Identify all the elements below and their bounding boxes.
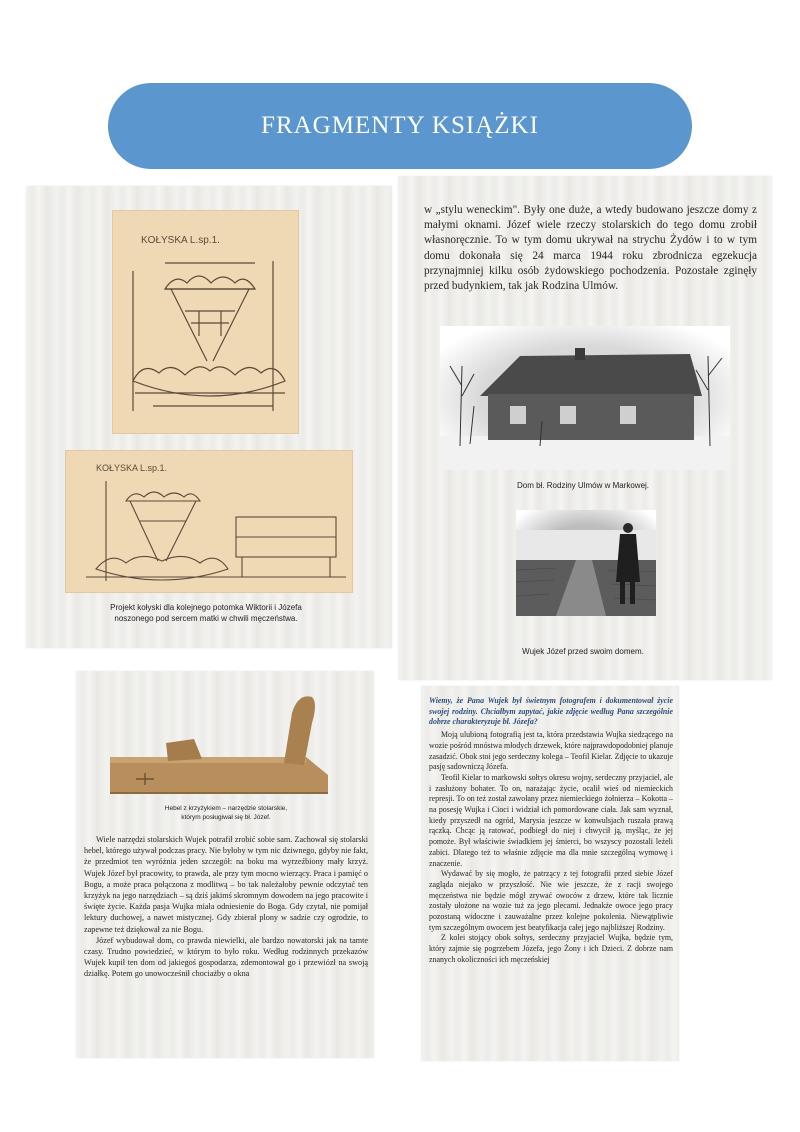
cradle-sketch-front-view [65, 450, 353, 593]
house-text: w „stylu weneckim". Były one duże, a wtedy budowano jeszcze domy z małymi oknami. Józef wiele rzeczy stolarskich do tego domu zrobił własnoręcznie. To w tym domu ukrywał na strychu Żydów i to w tym domu dokonała się 24 marca 1944 roku zbrodnicza egzekucja przynajmniej kilku osób żydowskiego pochodzenia. Pozostałe zginęły przed budynkiem, tak jak Rodzina Ulmów. [424, 204, 757, 293]
house-caption: Dom bł. Rodziny Ulmów w Markowej. [516, 481, 650, 490]
sketch1-label: KOŁYSKA L.sp.1. [141, 235, 220, 246]
interview-question: Wiemy, że Pana Wujek był świetnym fotografem i dokumentował życie swojej rodziny. Chciałbym zapytać, jakie zdjęcie według Pana szczególnie dobrze charakteryzuje bł. Józefa? [429, 696, 673, 727]
sketch2-label: KOŁYSKA L.sp.1. [96, 463, 168, 473]
cradle-sketches-panel [26, 186, 392, 648]
house-panel [398, 176, 772, 680]
interview-paragraph-4: Z kolei stojący obok sołtys, serdeczny przyjaciel Wujka, będzie tym, który zajmie się pogrzebem Józefa, jego Żony i ich Dzieci. Z dobrze nam znanych okoliczności ich męczeńskiej [429, 933, 673, 964]
interview-paragraph-3: Wydawać by się mogło, że patrzący z tej fotografii przed siebie Józef zagląda niejako w przyszłość. Nie wie jeszcze, że z racji swojego męczeństwa nie będzie mógł zrywać owoców z drzew, które tak licznie zostały ułożone na wozie tuż za jego plecami. Jednakże owoce jego pracy pozostaną widoczne i zauważalne przez kolejne pokolenia. Niewątpliwie tym szczególnym owocem jest beatyfikacja całej jego najbliższej Rodziny. [429, 869, 673, 932]
hand-plane-photo [106, 683, 334, 803]
uncle-caption: Wujek Józef przed swoim domem. [522, 647, 644, 656]
plane-paragraph-2: Józef wybudował dom, co prawda niewielki, ale bardzo nowatorski jak na tamte czasy. Trudno powiedzieć, w którym to było roku. Według rodzinnych przekazów Wujek kupił ten dom od jakiegoś gospodarza, zdemontował go i przewiózł na swoją działkę. Potem go unowocześnił chociażby o okna [84, 935, 368, 979]
interview-text [429, 696, 673, 966]
plane-text [84, 834, 368, 980]
page-title: FRAGMENTY KSIĄŻKI [261, 112, 539, 139]
title-banner [108, 83, 692, 169]
uncle-jozef-photo [516, 510, 656, 616]
cradle-sketch-side-view [112, 210, 299, 434]
plane-tool-panel [76, 671, 374, 1058]
interview-panel [421, 686, 679, 1061]
cradle-caption-line2: noszonego pod sercem matki w chwili męczeństwa. [114, 614, 298, 623]
cradle-caption [56, 602, 356, 624]
interview-paragraph-2: Teofil Kielar to markowski sołtys okresu wojny, serdeczny przyjaciel, ale i zasłużony bohater. To on, narażając życie, ocalił wieś od niemieckich represji. To on też został zawołany przez niemieckiego żołnierza – Kokotta – na posesję Wujka i Cioci i widział ich pomordowane ciała. Jak sam wyznał, kiedy przyszedł na ogród, Marysia jeszcze w konwulsjach ruszała prawą rączką. Chcąc ją ratować, podbiegł do niej i chwycił ją, myśląc, że jej pomoże. Był właściwie świadkiem jej śmierci, bo wszyscy pozostali leżeli zabici. Dlatego też to właśnie zdjęcie ma dla mnie szczególną wymowę i znaczenie. [429, 772, 673, 868]
cradle-caption-line1: Projekt kołyski dla kolejnego potomka Wiktorii i Józefa [110, 603, 302, 612]
plane-caption-line1: Hebel z krzyżykiem – narzędzie stolarskie, [164, 805, 288, 812]
plane-caption [116, 805, 336, 822]
plane-paragraph-1: Wiele narzędzi stolarskich Wujek potrafił zrobić sobie sam. Zachował się stolarski hebel, którego używał podczas pracy. Nie byłoby w tym nic dziwnego, gdyby nie fakt, że przedmiot ten wyróżnia jeden szczegół: na boku ma wyrzeźbiony mały krzyż. Wujek Józef był pracowity, to prawda, ale przy tym mocno wierzący. Praca i pamięć o Bogu, a może praca połączona z modlitwą – bo tak należałoby pewnie odczytać ten krzyżyk na jego narzędziach – są dziś jakimś skromnym dowodem na jego pracowite i święte życie. Każda pasja Wujka miała odniesienie do Boga. Gdy czytał, nie pomijał lektury duchowej, a nawet mistycznej. Gdy zbierał plony w sadzie czy ogrodzie, to zapewne też dziękował za nie Bogu. [84, 835, 368, 934]
ulma-house-photo [440, 326, 730, 470]
interview-paragraph-1: Moją ulubioną fotografią jest ta, która przedstawia Wujka siedzącego na wozie pośród mnóstwa młodych drzewek, które najprawdopodobniej planuje zasadzić. Obok stoi jego serdeczny kolega – Teofil Kielar. Zdjęcie to ukazuje pasję sadowniczą Józefa. [429, 730, 673, 772]
plane-caption-line2: którym posługiwał się bł. Józef. [181, 813, 271, 821]
